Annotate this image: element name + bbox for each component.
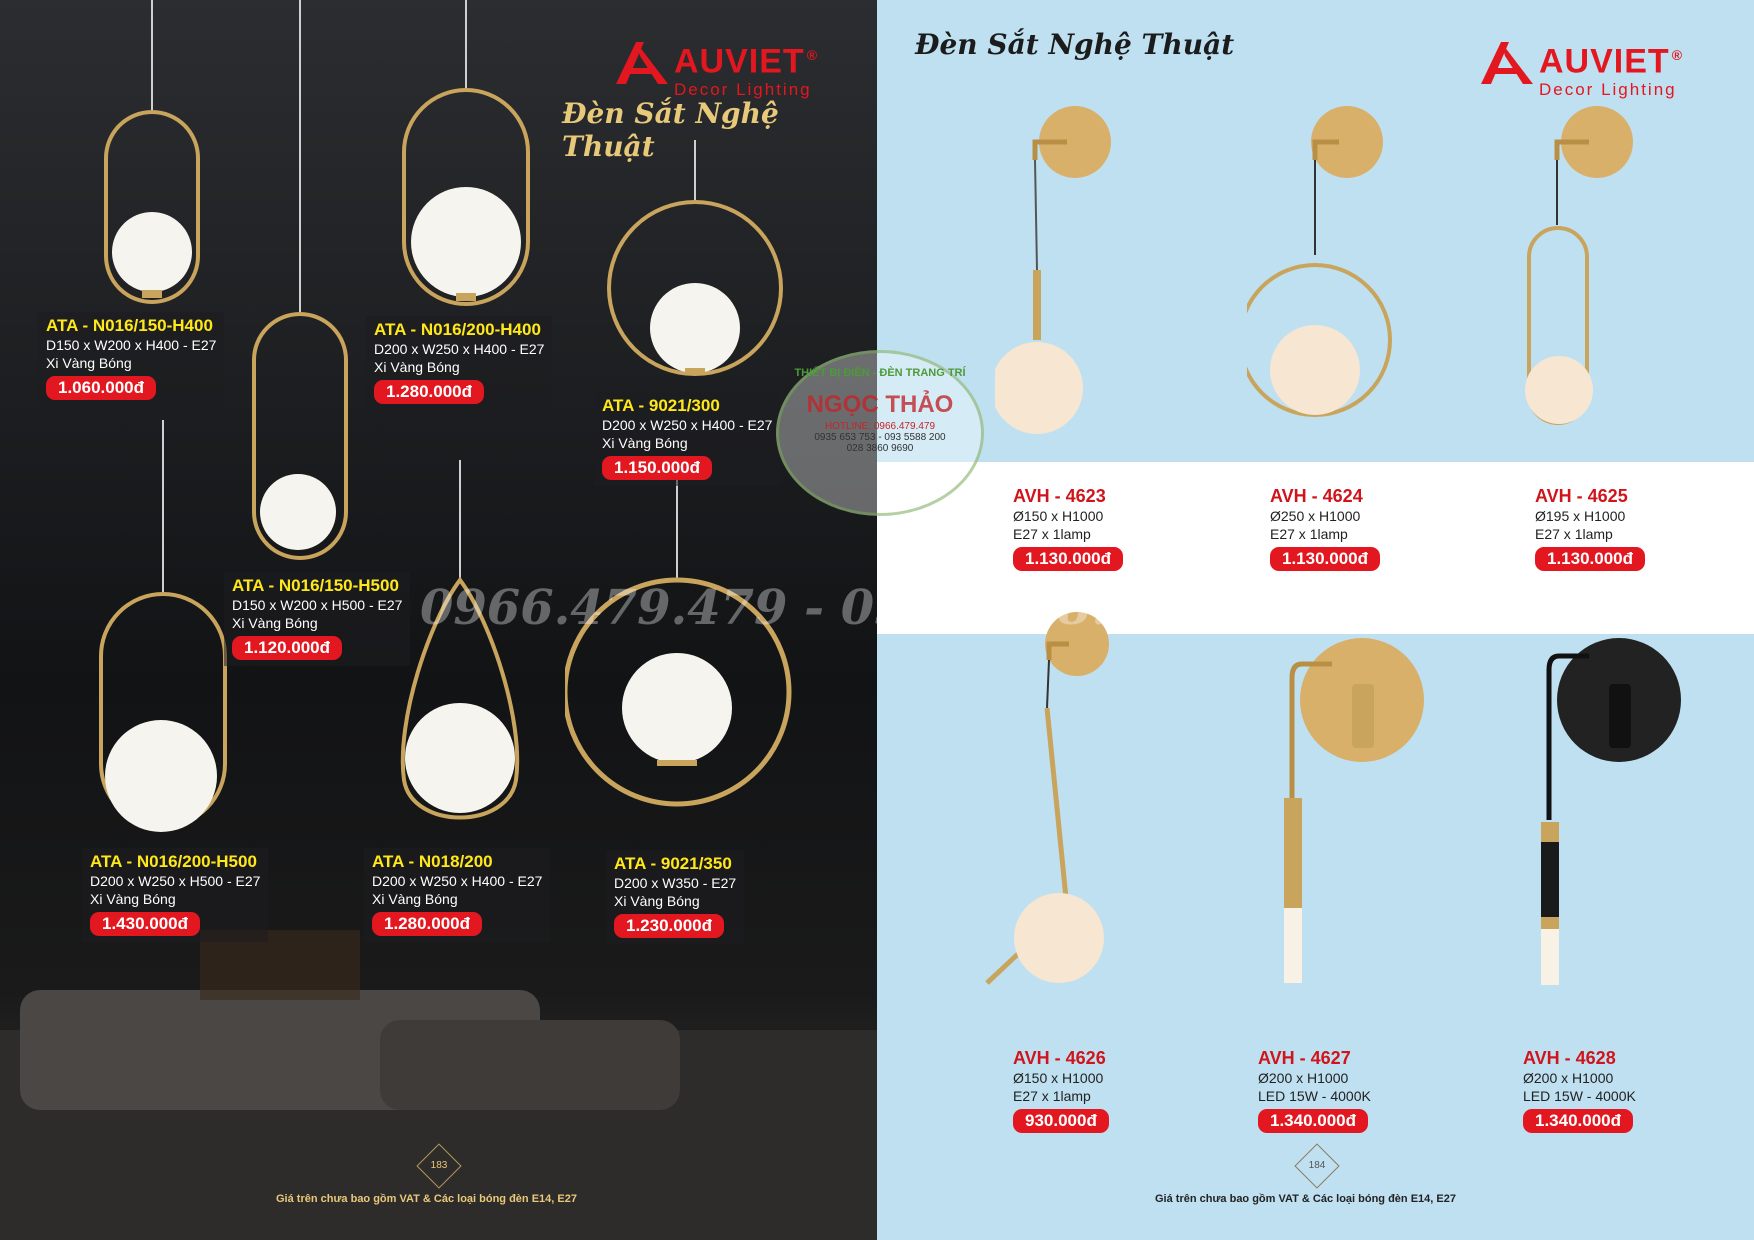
page-number-right (1294, 1143, 1339, 1188)
product-card-avh-4625 (1535, 486, 1645, 571)
lamp-illustration-avh-4628 (1489, 600, 1689, 990)
product-card-n016-150-h400 (38, 312, 224, 406)
product-dimensions: D150 x W200 x H400 - E27 (46, 337, 217, 353)
price-badge: 1.060.000đ (46, 376, 156, 400)
product-dimensions: D200 x W350 - E27 (614, 875, 737, 891)
product-card-n016-150-h500 (224, 572, 410, 666)
lamp-illustration-n016-150-h500 (250, 0, 350, 570)
product-dimensions: Ø150 x H1000 (1013, 1070, 1104, 1086)
lamp-illustration-n016-200-h500 (95, 420, 235, 840)
stamp-phones: 0935 653 753 - 093 5588 200 (814, 432, 946, 443)
stamp-landline: 028 3860 9690 (846, 443, 914, 454)
brand-subtitle: Decor Lighting (1539, 80, 1677, 100)
brand-logo (1479, 38, 1683, 100)
product-lamp: E27 x 1lamp (1535, 526, 1613, 542)
price-badge: 1.340.000đ (1523, 1109, 1633, 1133)
product-code: AVH - 4623 (1013, 486, 1106, 506)
product-dimensions: Ø250 x H1000 (1270, 508, 1361, 524)
product-code: ATA - 9021/300 (602, 396, 720, 415)
product-card-9021-350 (606, 850, 744, 944)
product-dimensions: Ø150 x H1000 (1013, 508, 1104, 524)
product-code: ATA - 9021/350 (614, 854, 732, 873)
auviet-logo-icon (1479, 38, 1535, 86)
product-lamp: E27 x 1lamp (1270, 526, 1348, 542)
product-card-avh-4623 (1013, 486, 1123, 571)
product-dimensions: D200 x W250 x H400 - E27 (374, 341, 545, 357)
brand-name: AUVIET (674, 42, 805, 81)
brand-subtitle: Decor Lighting (674, 80, 812, 100)
brand-name: AUVIET (1539, 42, 1670, 81)
price-badge: 1.230.000đ (614, 914, 724, 938)
page-number-text: 184 (1308, 1160, 1326, 1171)
product-code: ATA - N016/200-H400 (374, 320, 541, 339)
product-finish: Xi Vàng Bóng (232, 615, 318, 631)
product-dimensions: D200 x W250 x H500 - E27 (90, 873, 261, 889)
product-finish: Xi Vàng Bóng (46, 355, 132, 371)
price-badge: 1.280.000đ (372, 912, 482, 936)
product-card-avh-4626 (1013, 1048, 1109, 1133)
registered-mark: ® (806, 47, 819, 63)
price-badge: 1.280.000đ (374, 380, 484, 404)
product-code: ATA - N016/150-H500 (232, 576, 399, 595)
stamp-hotline: HOTLINE: 0966.479.479 (824, 421, 936, 432)
lamp-illustration-n016-200-h400 (398, 0, 538, 310)
product-code: AVH - 4624 (1270, 486, 1363, 506)
brand-logo (614, 38, 818, 100)
product-finish: Xi Vàng Bóng (602, 435, 688, 451)
price-badge: 1.130.000đ (1535, 547, 1645, 571)
product-lamp: E27 x 1lamp (1013, 1088, 1091, 1104)
product-card-avh-4628 (1523, 1048, 1636, 1133)
product-card-9021-300 (594, 392, 780, 486)
product-code: ATA - N016/150-H400 (46, 316, 213, 335)
lamp-illustration-n018-200 (390, 460, 530, 840)
product-code: AVH - 4627 (1258, 1048, 1351, 1068)
lamp-illustration-9021-300 (605, 140, 785, 380)
product-finish: Xi Vàng Bóng (374, 359, 460, 375)
lamp-illustration-9021-350 (565, 480, 805, 840)
product-card-avh-4624 (1270, 486, 1380, 571)
product-dimensions: Ø200 x H1000 (1523, 1070, 1614, 1086)
product-code: AVH - 4628 (1523, 1048, 1616, 1068)
product-card-n016-200-h400 (366, 316, 552, 410)
price-badge: 930.000đ (1013, 1109, 1109, 1133)
lamp-illustration-avh-4627 (1232, 608, 1432, 988)
product-dimensions: D200 x W250 x H400 - E27 (602, 417, 773, 433)
product-code: ATA - N018/200 (372, 852, 493, 871)
stamp-top-text: THIẾT BỊ ĐIỆN - ĐÈN TRANG TRÍ (794, 367, 966, 379)
stamp-name: NGỌC THẢO (806, 391, 954, 418)
lamp-illustration-avh-4623 (995, 100, 1135, 440)
series-title-left: Đèn Sắt Nghệ Thuật (562, 97, 779, 163)
product-card-avh-4627 (1258, 1048, 1371, 1133)
footer-note-left: Giá trên chưa bao gồm VAT & Các loại bóng đèn E14, E27 (276, 1193, 577, 1205)
price-badge: 1.130.000đ (1270, 547, 1380, 571)
product-card-n016-200-h500 (82, 848, 268, 942)
footer-note-right: Giá trên chưa bao gồm VAT & Các loại bóng đèn E14, E27 (1155, 1193, 1456, 1205)
product-code: ATA - N016/200-H500 (90, 852, 257, 871)
auviet-logo-icon (614, 38, 670, 86)
product-lamp: LED 15W - 4000K (1258, 1088, 1371, 1104)
product-code: AVH - 4626 (1013, 1048, 1106, 1068)
page-number-text: 183 (430, 1160, 448, 1171)
lamp-illustration-n016-150-h400 (100, 0, 210, 310)
phone-watermark: 0966.479.479 - 093.5588.200 (420, 580, 1209, 636)
lamp-illustration-avh-4626 (977, 608, 1137, 988)
product-lamp: E27 x 1lamp (1013, 526, 1091, 542)
product-finish: Xi Vàng Bóng (372, 891, 458, 907)
product-card-n018-200 (364, 848, 550, 942)
registered-mark: ® (1671, 47, 1684, 63)
lamp-illustration-avh-4625 (1517, 100, 1657, 440)
product-lamp: LED 15W - 4000K (1523, 1088, 1636, 1104)
product-dimensions: D150 x W200 x H500 - E27 (232, 597, 403, 613)
product-dimensions: Ø195 x H1000 (1535, 508, 1626, 524)
price-badge: 1.150.000đ (602, 456, 712, 480)
product-dimensions: D200 x W250 x H400 - E27 (372, 873, 543, 889)
price-badge: 1.430.000đ (90, 912, 200, 936)
dealer-stamp (776, 350, 984, 516)
product-code: AVH - 4625 (1535, 486, 1628, 506)
product-finish: Xi Vàng Bóng (614, 893, 700, 909)
price-badge: 1.340.000đ (1258, 1109, 1368, 1133)
lamp-illustration-avh-4624 (1247, 100, 1407, 440)
series-title-right: Đèn Sắt Nghệ Thuật (915, 28, 1235, 61)
product-finish: Xi Vàng Bóng (90, 891, 176, 907)
product-dimensions: Ø200 x H1000 (1258, 1070, 1349, 1086)
price-badge: 1.130.000đ (1013, 547, 1123, 571)
price-badge: 1.120.000đ (232, 636, 342, 660)
